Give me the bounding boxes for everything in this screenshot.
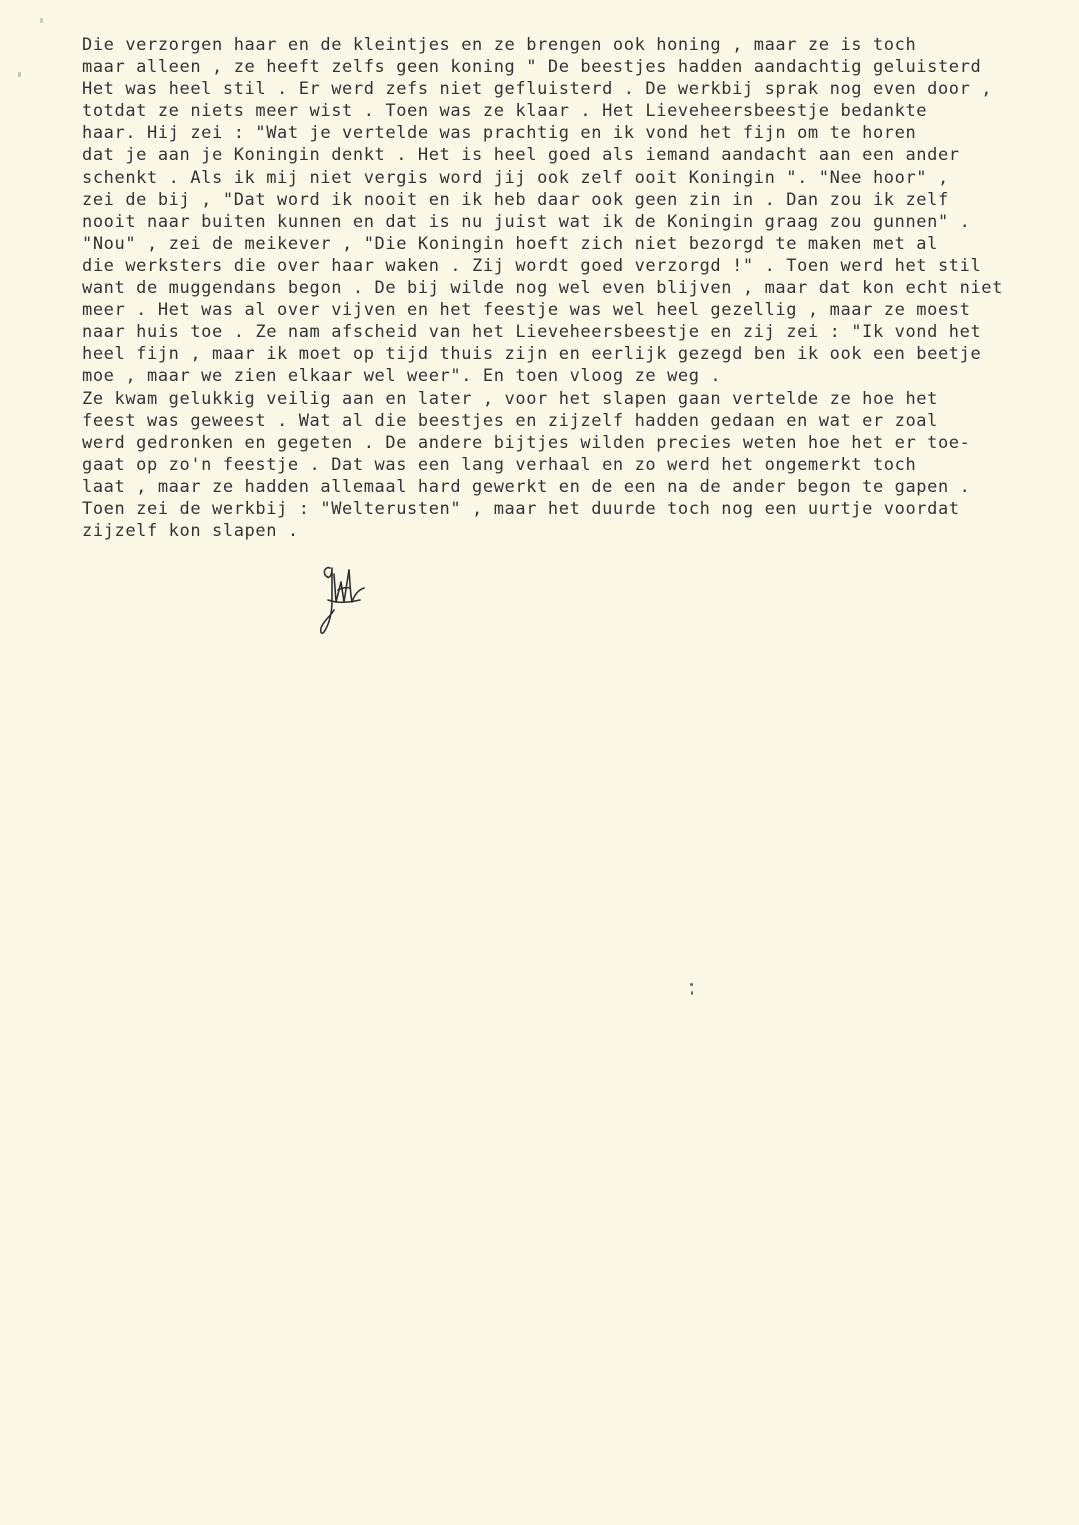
- text-line: die werksters die over haar waken . Zij wordt goed verzorgd !" . Toen werd het stil: [82, 255, 982, 276]
- text-line: Het was heel stil . Er werd zefs niet gefluisterd . De werkbij sprak nog even door ,: [82, 79, 993, 100]
- text-line: Die verzorgen haar en de kleintjes en ze brengen ook honing , maar ze is toch: [82, 35, 917, 55]
- signature-stroke: [349, 570, 364, 602]
- text-line: dat je aan je Koningin denkt . Het is heel goed als iemand aandacht aan een ander: [82, 145, 960, 166]
- text-line: laat , maar ze hadden allemaal hard gewerkt en de een na de ander begon te gapen .: [82, 476, 971, 497]
- margin-mark: [18, 72, 21, 77]
- text-line: gaat op zo'n feestje . Dat was een lang verhaal en zo werd het ongemerkt toch: [82, 454, 917, 475]
- typed-text-body: [82, 34, 1062, 542]
- text-line: feest was geweest . Wat al die beestjes en zijzelf hadden gedaan en wat er zoal: [82, 410, 938, 431]
- text-line: werd gedronken en gegeten . De andere bijtjes wilden precies weten hoe het er toe-: [82, 432, 971, 453]
- text-line: maar alleen , ze heeft zelfs geen koning " De beestjes hadden aandachtig geluisterd: [82, 57, 982, 78]
- text-line: Toen zei de werkbij : "Welterusten" , maar het duurde toch nog een uurtje voordat: [82, 498, 960, 519]
- text-line: schenkt . Als ik mij niet vergis word jij ook zelf ooit Koningin ". "Nee hoor" ,: [82, 167, 949, 188]
- text-line: haar. Hij zei : "Wat je vertelde was prachtig en ik vond het fijn om te horen: [82, 123, 917, 144]
- text-line: heel fijn , maar ik moet op tijd thuis zijn en eerlijk gezegd ben ik ook een beetje: [82, 344, 982, 365]
- text-line: naar huis toe . Ze nam afscheid van het Lieveheersbeestje en zij zei : "Ik vond het: [82, 322, 982, 343]
- text-line: want de muggendans begon . De bij wilde nog wel even blijven , maar dat kon echt niet: [82, 278, 1003, 299]
- text-line: zei de bij , "Dat word ik nooit en ik heb daar ook geen zin in . Dan zou ik zelf: [82, 189, 949, 210]
- text-line: "Nou" , zei de meikever , "Die Koningin hoeft zich niet bezorgd te maken met al: [82, 233, 938, 254]
- text-line: Ze kwam gelukkig veilig aan en later , voor het slapen gaan vertelde ze hoe het: [82, 388, 938, 409]
- signature-stroke: [334, 570, 349, 602]
- text-line: totdat ze niets meer wist . Toen was ze klaar . Het Lieveheersbeestje bedankte: [82, 101, 928, 122]
- handwritten-signature: [316, 560, 376, 638]
- text-line: nooit naar buiten kunnen en dat is nu juist wat ik de Koningin graag zou gunnen" .: [82, 211, 971, 232]
- paper-speck: [690, 983, 693, 986]
- paper-speck: [691, 991, 693, 995]
- text-line: moe , maar we zien elkaar wel weer". En toen vloog ze weg .: [82, 366, 722, 387]
- text-line: zijzelf kon slapen .: [82, 521, 299, 542]
- text-line: meer . Het was al over vijven en het feestje was wel heel gezellig , maar ze moest: [82, 300, 971, 321]
- margin-mark: [40, 18, 43, 23]
